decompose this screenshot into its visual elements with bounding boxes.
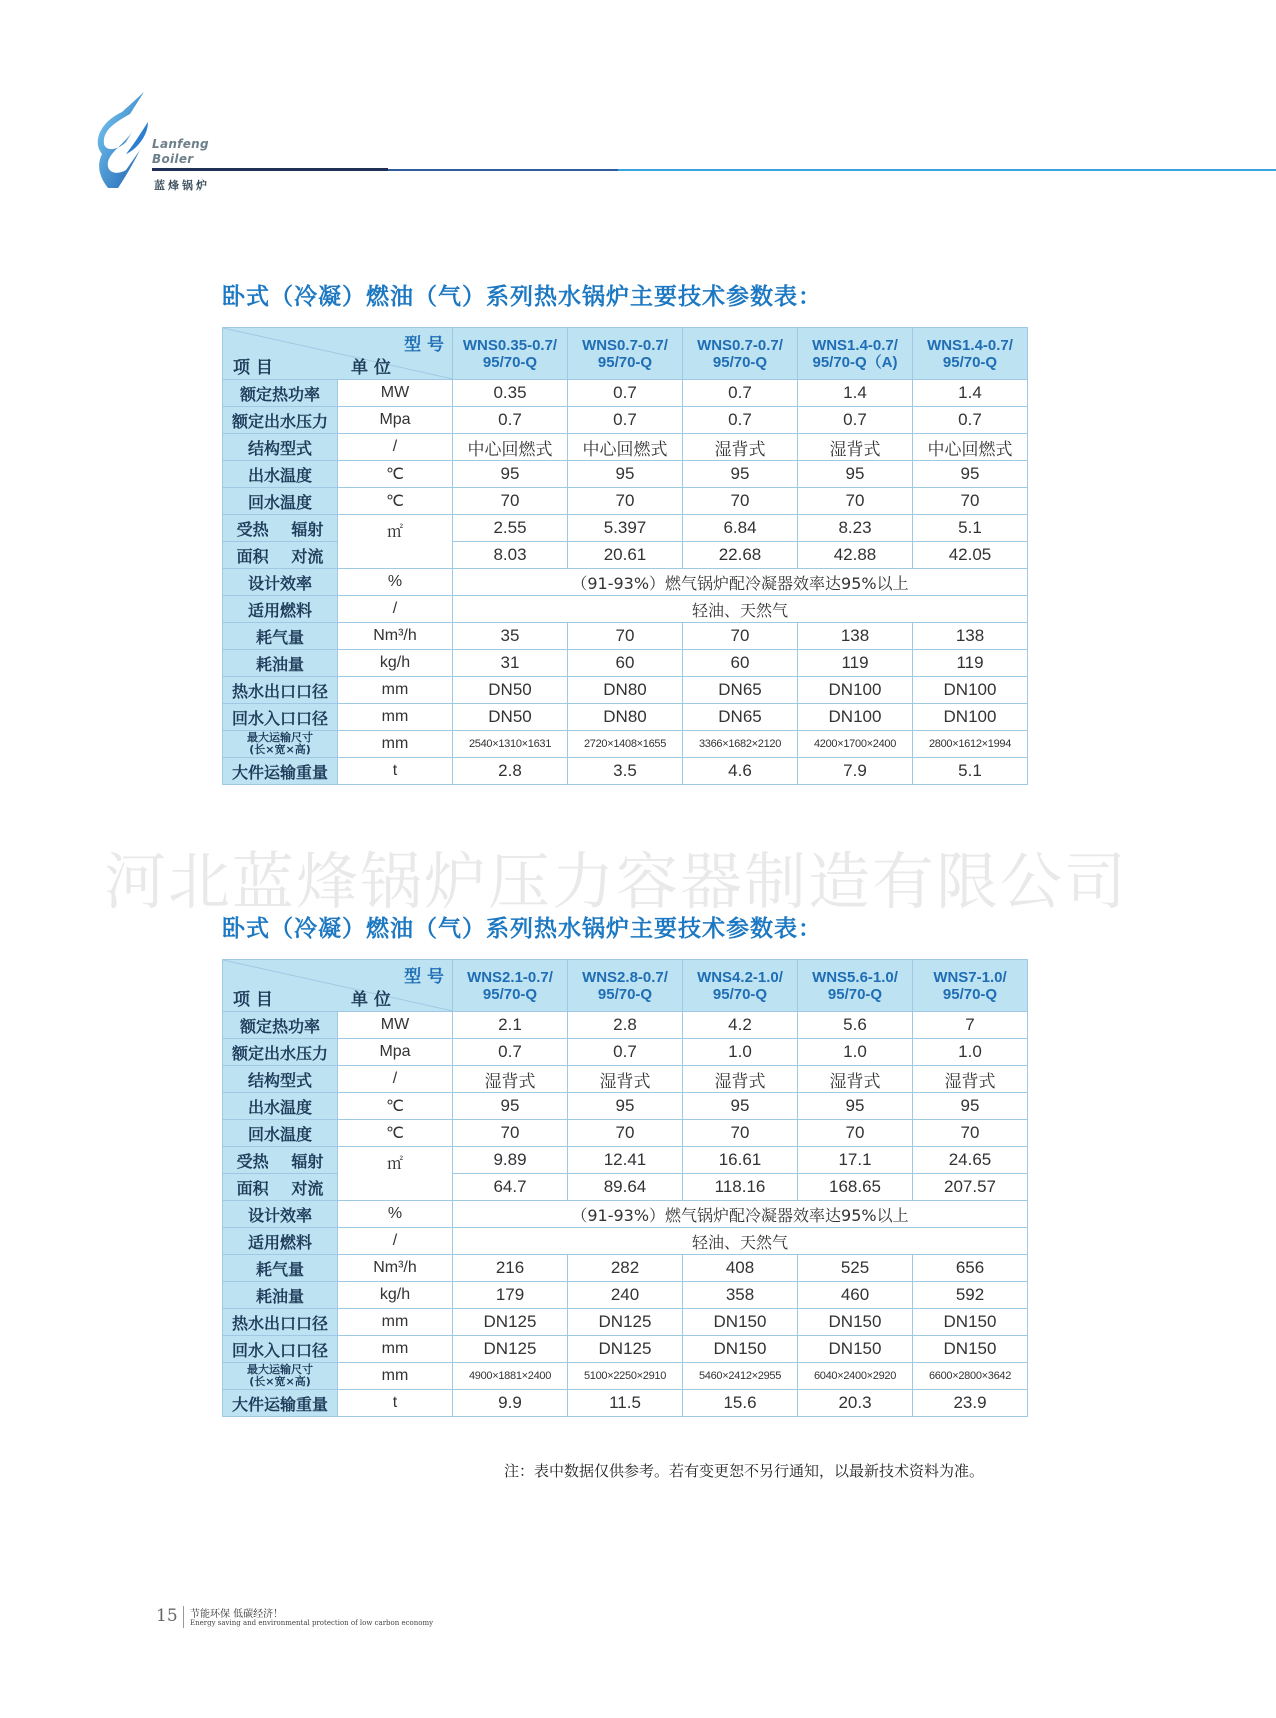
table-row [223, 1390, 1028, 1417]
row-unit: Mpa [338, 407, 453, 434]
value-cell: 0.7 [453, 407, 568, 434]
table-row [223, 704, 1028, 731]
convection-label: 对流 [291, 546, 324, 566]
corner-model-label: 型 号 [404, 335, 444, 355]
value-cell: DN150 [798, 1309, 913, 1336]
page-number: 15 [156, 1606, 178, 1626]
table-row [223, 623, 1028, 650]
value-cell: 95 [683, 1093, 798, 1120]
value-cell: 22.68 [683, 542, 798, 569]
table-row [223, 461, 1028, 488]
value-cell: 20.61 [568, 542, 683, 569]
area-label-bottom: 面积 [236, 1178, 269, 1198]
model-name-line-1: WNS5.6-1.0/ [812, 968, 898, 986]
model-name-line-2: 95/70-Q（A) [812, 353, 898, 371]
footer-slogan-en: Energy saving and environmental protection of low carbon economy [190, 1619, 434, 1627]
value-cell: 4.2 [683, 1012, 798, 1039]
brand-english [152, 137, 209, 167]
model-name-line-2: 95/70-Q [597, 985, 653, 1003]
model-header-cell [683, 328, 798, 380]
value-cell: DN125 [453, 1336, 568, 1363]
value-cell: 95 [453, 461, 568, 488]
value-cell: DN80 [568, 704, 683, 731]
model-name-line-2: 95/70-Q [712, 985, 768, 1003]
value-cell: 70 [913, 1120, 1028, 1147]
row-label: 大件运输重量 [223, 1390, 338, 1417]
value-cell: 0.35 [453, 380, 568, 407]
table-row [223, 677, 1028, 704]
row-unit: ℃ [338, 1093, 453, 1120]
value-cell: 2720×1408×1655 [568, 731, 683, 758]
table-row [223, 596, 1028, 623]
dims-label-line-1: 最大运输尺寸 [247, 1363, 313, 1376]
value-cell: 2540×1310×1631 [453, 731, 568, 758]
table-row [223, 1093, 1028, 1120]
row-unit: ㎡ [338, 1147, 453, 1201]
row-unit: t [338, 1390, 453, 1417]
value-cell: 5.397 [568, 515, 683, 542]
value-cell: 8.23 [798, 515, 913, 542]
row-label: 出水温度 [223, 1093, 338, 1120]
value-cell: 42.88 [798, 542, 913, 569]
value-cell: 408 [683, 1255, 798, 1282]
value-cell: 9.89 [453, 1147, 568, 1174]
model-name-line-1: WNS1.4-0.7/ [812, 336, 898, 354]
value-cell: 0.7 [683, 380, 798, 407]
value-cell: 12.41 [568, 1147, 683, 1174]
value-cell: 0.7 [798, 407, 913, 434]
value-cell: DN150 [913, 1336, 1028, 1363]
model-name-line-1: WNS2.1-0.7/ [467, 968, 553, 986]
table-row [223, 434, 1028, 461]
header-rule-light [618, 169, 1276, 171]
convection-label: 对流 [291, 1178, 324, 1198]
row-label: 适用燃料 [223, 1228, 338, 1255]
model-header-cell [453, 328, 568, 380]
value-cell: 2.8 [568, 1012, 683, 1039]
row-label: 额定出水压力 [223, 407, 338, 434]
value-cell: 1.4 [798, 380, 913, 407]
value-cell: 70 [568, 1120, 683, 1147]
dims-label-line-1: 最大运输尺寸 [247, 731, 313, 744]
value-cell: 207.57 [913, 1174, 1028, 1201]
row-label: 结构型式 [223, 434, 338, 461]
row-label [223, 731, 338, 758]
merged-value-cell: 轻油、天然气 [453, 596, 1028, 623]
row-label: 耗气量 [223, 623, 338, 650]
value-cell: 0.7 [683, 407, 798, 434]
value-cell: 4.6 [683, 758, 798, 785]
row-label: 适用燃料 [223, 596, 338, 623]
value-cell: 119 [798, 650, 913, 677]
table-row [223, 407, 1028, 434]
model-header-cell [913, 328, 1028, 380]
dims-label-line-2: (长×宽×高) [249, 1375, 311, 1388]
value-cell: 95 [568, 1093, 683, 1120]
value-cell: 7.9 [798, 758, 913, 785]
value-cell: 240 [568, 1282, 683, 1309]
model-header-cell [568, 328, 683, 380]
row-unit: / [338, 1228, 453, 1255]
row-unit: MW [338, 1012, 453, 1039]
table-row [223, 1147, 1028, 1174]
value-cell: 4200×1700×2400 [798, 731, 913, 758]
value-cell: DN100 [913, 677, 1028, 704]
table-row [223, 1228, 1028, 1255]
table-row [223, 1282, 1028, 1309]
model-header-cell [568, 960, 683, 1012]
row-unit: % [338, 569, 453, 596]
row-unit: kg/h [338, 1282, 453, 1309]
value-cell: 23.9 [913, 1390, 1028, 1417]
area-label-cell [223, 542, 338, 569]
table-row [223, 758, 1028, 785]
model-header-cell [683, 960, 798, 1012]
radiation-label: 辐射 [291, 519, 324, 539]
footnote: 注：表中数据仅供参考。若有变更恕不另行通知，以最新技术资料为准。 [504, 1462, 985, 1480]
row-label [223, 1363, 338, 1390]
value-cell: 70 [798, 488, 913, 515]
value-cell: 20.3 [798, 1390, 913, 1417]
value-cell: DN150 [798, 1336, 913, 1363]
row-label: 回水温度 [223, 1120, 338, 1147]
table-row [223, 1066, 1028, 1093]
model-header-cell [798, 328, 913, 380]
value-cell: 60 [683, 650, 798, 677]
table-row [223, 1201, 1028, 1228]
table-row [223, 731, 1028, 758]
row-unit: mm [338, 677, 453, 704]
value-cell: 6600×2800×3642 [913, 1363, 1028, 1390]
row-unit: mm [338, 1309, 453, 1336]
value-cell: DN50 [453, 677, 568, 704]
value-cell: 湿背式 [798, 1066, 913, 1093]
company-watermark: 河北蓝烽锅炉压力容器制造有限公司 [104, 845, 1129, 918]
brand-line-1: Lanfeng [152, 137, 209, 151]
value-cell: 95 [913, 1093, 1028, 1120]
value-cell: 95 [798, 1093, 913, 1120]
header-rule-mid [388, 169, 618, 171]
value-cell: 1.0 [683, 1039, 798, 1066]
row-label: 回水温度 [223, 488, 338, 515]
row-label: 结构型式 [223, 1066, 338, 1093]
header-rule-dark [152, 168, 388, 171]
row-label: 热水出口口径 [223, 1309, 338, 1336]
value-cell: 7 [913, 1012, 1028, 1039]
model-name-line-2: 95/70-Q [712, 353, 768, 371]
value-cell: 95 [913, 461, 1028, 488]
value-cell: 4900×1881×2400 [453, 1363, 568, 1390]
model-name-line-1: WNS2.8-0.7/ [582, 968, 668, 986]
corner-unit-label: 单 位 [351, 990, 391, 1010]
value-cell: 138 [798, 623, 913, 650]
area-label-cell [223, 1174, 338, 1201]
table-row [223, 380, 1028, 407]
row-unit: mm [338, 1363, 453, 1390]
value-cell: 9.9 [453, 1390, 568, 1417]
row-label: 大件运输重量 [223, 758, 338, 785]
row-label: 耗油量 [223, 1282, 338, 1309]
value-cell: 湿背式 [683, 1066, 798, 1093]
value-cell: DN125 [568, 1336, 683, 1363]
table-row [223, 569, 1028, 596]
value-cell: 17.1 [798, 1147, 913, 1174]
row-unit: MW [338, 380, 453, 407]
row-label: 设计效率 [223, 1201, 338, 1228]
model-header-cell [453, 960, 568, 1012]
table-1-title: 卧式（冷凝）燃油（气）系列热水锅炉主要技术参数表： [222, 284, 822, 310]
value-cell: 1.0 [913, 1039, 1028, 1066]
value-cell: 216 [453, 1255, 568, 1282]
value-cell: 0.7 [568, 407, 683, 434]
row-unit: mm [338, 731, 453, 758]
row-label: 耗气量 [223, 1255, 338, 1282]
value-cell: 湿背式 [453, 1066, 568, 1093]
value-cell: 0.7 [568, 380, 683, 407]
merged-value-cell: 轻油、天然气 [453, 1228, 1028, 1255]
row-unit: mm [338, 704, 453, 731]
value-cell: 168.65 [798, 1174, 913, 1201]
value-cell: 70 [683, 623, 798, 650]
value-cell: 湿背式 [683, 434, 798, 461]
table-2-title: 卧式（冷凝）燃油（气）系列热水锅炉主要技术参数表： [222, 916, 822, 942]
value-cell: 35 [453, 623, 568, 650]
row-label: 耗油量 [223, 650, 338, 677]
value-cell: 592 [913, 1282, 1028, 1309]
row-unit: Mpa [338, 1039, 453, 1066]
value-cell: 358 [683, 1282, 798, 1309]
value-cell: 70 [568, 623, 683, 650]
value-cell: 2.1 [453, 1012, 568, 1039]
corner-header-cell [223, 328, 453, 380]
value-cell: 中心回燃式 [568, 434, 683, 461]
value-cell: 2.8 [453, 758, 568, 785]
value-cell: 6040×2400×2920 [798, 1363, 913, 1390]
footer-slogan-cn: 节能环保 低碳经济！ [190, 1609, 284, 1620]
row-label: 回水入口口径 [223, 1336, 338, 1363]
value-cell: 24.65 [913, 1147, 1028, 1174]
value-cell: 95 [453, 1093, 568, 1120]
row-unit: mm [338, 1336, 453, 1363]
value-cell: 2800×1612×1994 [913, 731, 1028, 758]
row-label: 额定热功率 [223, 1012, 338, 1039]
value-cell: 70 [798, 1120, 913, 1147]
value-cell: 中心回燃式 [913, 434, 1028, 461]
corner-item-label: 项 目 [233, 358, 273, 378]
area-label-cell [223, 1147, 338, 1174]
value-cell: DN80 [568, 677, 683, 704]
value-cell: 5.1 [913, 515, 1028, 542]
value-cell: 2.55 [453, 515, 568, 542]
value-cell: 1.0 [798, 1039, 913, 1066]
model-name-line-2: 95/70-Q [827, 985, 883, 1003]
value-cell: 3.5 [568, 758, 683, 785]
model-name-line-2: 95/70-Q [597, 353, 653, 371]
value-cell: 5.6 [798, 1012, 913, 1039]
value-cell: 95 [798, 461, 913, 488]
row-unit: ㎡ [338, 515, 453, 569]
value-cell: 64.7 [453, 1174, 568, 1201]
row-unit: / [338, 596, 453, 623]
value-cell: 70 [568, 488, 683, 515]
corner-unit-label: 单 位 [351, 358, 391, 378]
row-unit: / [338, 1066, 453, 1093]
area-label-cell [223, 515, 338, 542]
row-label: 热水出口口径 [223, 677, 338, 704]
spec-table-1 [222, 327, 1028, 785]
value-cell: 中心回燃式 [453, 434, 568, 461]
value-cell: 11.5 [568, 1390, 683, 1417]
merged-value-cell: （91-93%）燃气锅炉配冷凝器效率达95%以上 [453, 1201, 1028, 1228]
row-unit: / [338, 434, 453, 461]
model-name-line-1: WNS0.7-0.7/ [697, 336, 783, 354]
model-name-line-1: WNS1.4-0.7/ [927, 336, 1013, 354]
table-row [223, 1363, 1028, 1390]
table-row [223, 1120, 1028, 1147]
model-name-line-2: 95/70-Q [942, 985, 998, 1003]
row-label: 额定出水压力 [223, 1039, 338, 1066]
value-cell: 70 [683, 488, 798, 515]
dims-label-line-2: (长×宽×高) [249, 743, 311, 756]
value-cell: 282 [568, 1255, 683, 1282]
footer-divider [183, 1606, 184, 1628]
table-row [223, 1309, 1028, 1336]
table-row [223, 488, 1028, 515]
value-cell: DN100 [798, 704, 913, 731]
value-cell: 湿背式 [568, 1066, 683, 1093]
corner-header-cell [223, 960, 453, 1012]
area-label-top: 受热 [236, 1151, 269, 1171]
value-cell: DN65 [683, 704, 798, 731]
value-cell: 0.7 [913, 407, 1028, 434]
value-cell: 95 [568, 461, 683, 488]
value-cell: 湿背式 [798, 434, 913, 461]
value-cell: 179 [453, 1282, 568, 1309]
value-cell: 138 [913, 623, 1028, 650]
table-row [223, 1012, 1028, 1039]
model-header-cell [913, 960, 1028, 1012]
value-cell: 5.1 [913, 758, 1028, 785]
row-unit: ℃ [338, 488, 453, 515]
row-label: 出水温度 [223, 461, 338, 488]
value-cell: 118.16 [683, 1174, 798, 1201]
row-unit: Nm³/h [338, 1255, 453, 1282]
value-cell: 95 [683, 461, 798, 488]
value-cell: DN50 [453, 704, 568, 731]
model-name-line-1: WNS0.35-0.7/ [462, 336, 558, 354]
value-cell: 湿背式 [913, 1066, 1028, 1093]
model-name-line-1: WNS0.7-0.7/ [582, 336, 668, 354]
row-unit: ℃ [338, 1120, 453, 1147]
value-cell: 1.4 [913, 380, 1028, 407]
row-unit: kg/h [338, 650, 453, 677]
value-cell: DN65 [683, 677, 798, 704]
value-cell: 70 [453, 488, 568, 515]
value-cell: 6.84 [683, 515, 798, 542]
value-cell: 3366×1682×2120 [683, 731, 798, 758]
row-unit: t [338, 758, 453, 785]
merged-value-cell: （91-93%）燃气锅炉配冷凝器效率达95%以上 [453, 569, 1028, 596]
area-label-bottom: 面积 [236, 546, 269, 566]
value-cell: 5100×2250×2910 [568, 1363, 683, 1390]
lanfeng-logo-icon [96, 92, 156, 188]
model-name-line-1: WNS4.2-1.0/ [697, 968, 783, 986]
value-cell: 525 [798, 1255, 913, 1282]
value-cell: DN150 [913, 1309, 1028, 1336]
value-cell: 16.61 [683, 1147, 798, 1174]
value-cell: 5460×2412×2955 [683, 1363, 798, 1390]
row-label: 额定热功率 [223, 380, 338, 407]
row-unit: ℃ [338, 461, 453, 488]
model-name-line-2: 95/70-Q [482, 985, 538, 1003]
value-cell: 89.64 [568, 1174, 683, 1201]
value-cell: 42.05 [913, 542, 1028, 569]
model-header-cell [798, 960, 913, 1012]
table-row [223, 1255, 1028, 1282]
brand-chinese: 蓝烽锅炉 [154, 179, 210, 192]
table-row [223, 650, 1028, 677]
value-cell: 15.6 [683, 1390, 798, 1417]
value-cell: DN150 [683, 1309, 798, 1336]
value-cell: 0.7 [568, 1039, 683, 1066]
value-cell: 656 [913, 1255, 1028, 1282]
area-label-top: 受热 [236, 519, 269, 539]
value-cell: DN150 [683, 1336, 798, 1363]
value-cell: DN125 [453, 1309, 568, 1336]
row-label: 回水入口口径 [223, 704, 338, 731]
value-cell: 119 [913, 650, 1028, 677]
value-cell: 70 [913, 488, 1028, 515]
value-cell: 460 [798, 1282, 913, 1309]
radiation-label: 辐射 [291, 1151, 324, 1171]
row-unit: % [338, 1201, 453, 1228]
value-cell: 8.03 [453, 542, 568, 569]
value-cell: DN100 [798, 677, 913, 704]
value-cell: 60 [568, 650, 683, 677]
table-row [223, 1336, 1028, 1363]
value-cell: 0.7 [453, 1039, 568, 1066]
brand-line-2: Boiler [152, 152, 194, 166]
value-cell: 31 [453, 650, 568, 677]
table-row [223, 515, 1028, 542]
model-name-line-1: WNS7-1.0/ [933, 968, 1007, 986]
row-unit: Nm³/h [338, 623, 453, 650]
model-name-line-2: 95/70-Q [942, 353, 998, 371]
value-cell: DN100 [913, 704, 1028, 731]
table-row [223, 1039, 1028, 1066]
value-cell: 70 [683, 1120, 798, 1147]
corner-item-label: 项 目 [233, 990, 273, 1010]
value-cell: DN125 [568, 1309, 683, 1336]
row-label: 设计效率 [223, 569, 338, 596]
spec-table-2 [222, 959, 1028, 1417]
model-name-line-2: 95/70-Q [482, 353, 538, 371]
value-cell: 70 [453, 1120, 568, 1147]
corner-model-label: 型 号 [404, 967, 444, 987]
